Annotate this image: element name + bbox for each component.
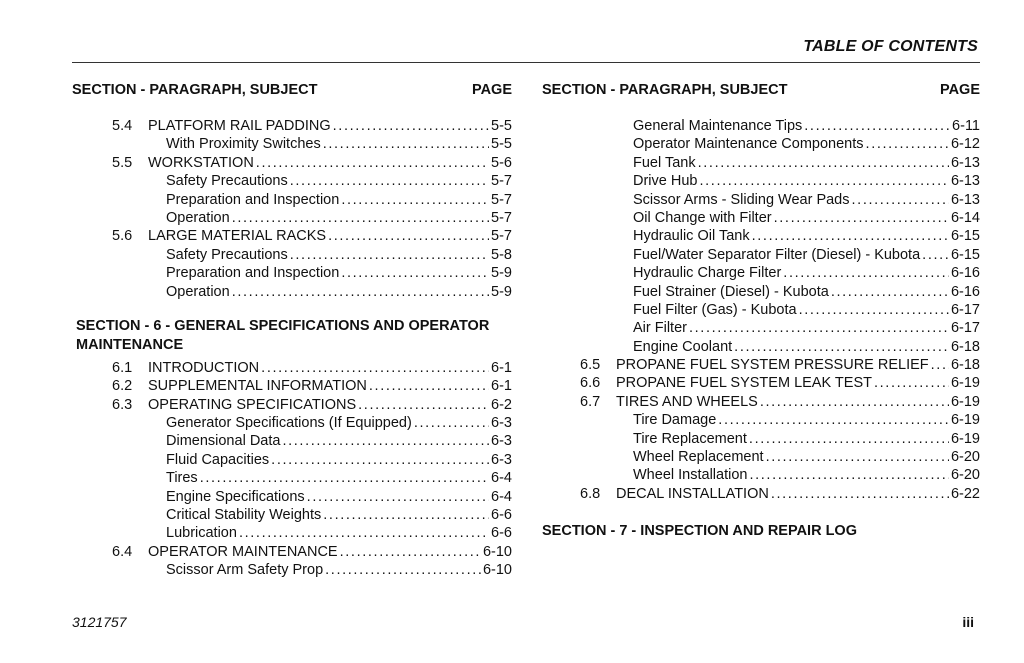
toc-entry[interactable] bbox=[542, 154, 980, 172]
toc-entry-number: 5.6 bbox=[112, 228, 133, 245]
toc-entry-title: Preparation and Inspection bbox=[166, 191, 340, 208]
toc-entry-title: Lubrication bbox=[166, 525, 237, 542]
dot-leader bbox=[325, 561, 481, 579]
toc-entry[interactable] bbox=[72, 506, 512, 524]
dot-leader bbox=[340, 543, 481, 561]
toc-entry-page: 6-18 bbox=[950, 357, 980, 374]
toc-entry-title: Operation bbox=[166, 209, 230, 226]
dot-leader bbox=[333, 117, 489, 135]
toc-entry-number: 6.8 bbox=[580, 485, 601, 502]
toc-entry-title: Wheel Installation bbox=[633, 467, 748, 484]
toc-entry-title: Air Filter bbox=[633, 320, 687, 337]
toc-entry-title: Wheel Replacement bbox=[633, 449, 764, 466]
toc-entry-title: Hydraulic Charge Filter bbox=[633, 265, 782, 282]
dot-leader bbox=[290, 172, 489, 190]
toc-entry[interactable] bbox=[542, 448, 980, 466]
toc-entry-page: 6-13 bbox=[950, 191, 980, 208]
toc-entry-number: 5.4 bbox=[112, 118, 133, 134]
toc-entry-page: 5-9 bbox=[491, 265, 512, 282]
toc-entry[interactable] bbox=[542, 135, 980, 153]
dot-leader bbox=[414, 414, 489, 432]
toc-entry-title: Dimensional Data bbox=[166, 433, 281, 450]
column-header bbox=[72, 82, 512, 102]
toc-entry-page: 6-19 bbox=[950, 412, 980, 429]
document-number: 3121757 bbox=[72, 614, 127, 630]
toc-entry-title: OPERATOR MAINTENANCE bbox=[148, 543, 338, 560]
toc-entry-title: DECAL INSTALLATION bbox=[616, 485, 769, 502]
column-header bbox=[542, 82, 980, 102]
toc-entry-title: PLATFORM RAIL PADDING bbox=[148, 118, 331, 134]
toc-entry-title: OPERATING SPECIFICATIONS bbox=[148, 396, 357, 413]
dot-leader bbox=[766, 448, 949, 466]
dot-leader bbox=[752, 227, 949, 245]
dot-leader bbox=[718, 411, 949, 429]
dot-leader bbox=[358, 396, 489, 414]
dot-leader bbox=[328, 227, 489, 245]
toc-entry-number: 6.3 bbox=[112, 396, 133, 413]
toc-entry[interactable] bbox=[72, 227, 512, 245]
toc-entry-page: 5-5 bbox=[491, 118, 512, 134]
toc-entry[interactable] bbox=[542, 485, 980, 503]
toc-entry-page: 6-6 bbox=[491, 507, 512, 524]
toc-entry-title: Hydraulic Oil Tank bbox=[633, 228, 750, 245]
toc-entry[interactable] bbox=[72, 432, 512, 450]
toc-entry-title: Critical Stability Weights bbox=[166, 507, 322, 524]
toc-entry-title: INTRODUCTION bbox=[148, 359, 260, 376]
toc-entry[interactable] bbox=[542, 191, 980, 209]
section-6-heading[interactable]: SECTION - 6 - GENERAL SPECIFICATIONS AND OPERATOR MAINTENANCE bbox=[76, 317, 490, 353]
toc-entry-page: 6-3 bbox=[491, 415, 512, 432]
dot-leader bbox=[760, 393, 949, 411]
toc-entry[interactable] bbox=[542, 283, 980, 301]
toc-entry[interactable] bbox=[542, 301, 980, 319]
toc-entry-page: 5-9 bbox=[491, 283, 512, 300]
toc-entry-page: 6-22 bbox=[950, 485, 980, 502]
dot-leader bbox=[261, 359, 489, 377]
dot-leader bbox=[922, 246, 949, 264]
toc-entry[interactable] bbox=[72, 246, 512, 264]
toc-entry-number: 6.7 bbox=[580, 393, 601, 410]
toc-entry[interactable] bbox=[72, 451, 512, 469]
toc-entry-title: Scissor Arms - Sliding Wear Pads bbox=[633, 191, 850, 208]
toc-list-section5 bbox=[72, 117, 512, 301]
column-heading-subject: SECTION - PARAGRAPH, SUBJECT bbox=[72, 82, 318, 98]
toc-entry-number: 6.6 bbox=[580, 375, 601, 392]
toc-entry-title: Engine Coolant bbox=[633, 338, 733, 355]
dot-leader bbox=[271, 451, 489, 469]
toc-entry-page: 6-10 bbox=[482, 562, 512, 579]
toc-entry-page: 6-15 bbox=[950, 228, 980, 245]
dot-leader bbox=[931, 356, 949, 374]
page-header-title: TABLE OF CONTENTS bbox=[803, 38, 978, 55]
dot-leader bbox=[323, 135, 489, 153]
toc-entry-page: 6-3 bbox=[491, 433, 512, 450]
toc-entry-page: 6-17 bbox=[950, 320, 980, 337]
toc-entry-page: 5-8 bbox=[491, 246, 512, 263]
dot-leader bbox=[783, 264, 949, 282]
toc-entry[interactable] bbox=[542, 246, 980, 264]
toc-entry-page: 5-7 bbox=[491, 228, 512, 245]
dot-leader bbox=[734, 338, 949, 356]
toc-entry-number: 6.4 bbox=[112, 543, 133, 560]
toc-entry[interactable] bbox=[542, 411, 980, 429]
toc-entry[interactable] bbox=[542, 374, 980, 392]
section-7-heading[interactable]: SECTION - 7 - INSPECTION AND REPAIR LOG bbox=[542, 523, 857, 540]
dot-leader bbox=[239, 524, 489, 542]
toc-entry-title: Fluid Capacities bbox=[166, 451, 270, 468]
toc-entry-page: 6-6 bbox=[491, 525, 512, 542]
toc-entry-page: 6-15 bbox=[950, 246, 980, 263]
dot-leader bbox=[874, 374, 949, 392]
toc-entry-page: 6-1 bbox=[491, 359, 512, 376]
dot-leader bbox=[290, 246, 489, 264]
toc-entry[interactable] bbox=[542, 338, 980, 356]
toc-entry-page: 6-2 bbox=[491, 396, 512, 413]
toc-entry-page: 6-10 bbox=[482, 543, 512, 560]
dot-leader bbox=[749, 430, 949, 448]
toc-entry-title: Fuel Strainer (Diesel) - Kubota bbox=[633, 283, 829, 300]
toc-entry[interactable] bbox=[72, 264, 512, 282]
toc-entry[interactable] bbox=[542, 393, 980, 411]
toc-entry-page: 6-4 bbox=[491, 488, 512, 505]
toc-entry[interactable] bbox=[72, 283, 512, 301]
toc-entry[interactable] bbox=[72, 209, 512, 227]
toc-entry-title: Fuel Tank bbox=[633, 154, 696, 171]
toc-entry[interactable] bbox=[542, 209, 980, 227]
toc-entry-number: 6.2 bbox=[112, 378, 133, 395]
dot-leader bbox=[771, 485, 949, 503]
header-divider bbox=[72, 62, 980, 63]
toc-entry-title: Safety Precautions bbox=[166, 246, 288, 263]
toc-entry-title: Operator Maintenance Components bbox=[633, 136, 864, 153]
toc-entry-page: 6-20 bbox=[950, 467, 980, 484]
toc-entry[interactable] bbox=[72, 117, 512, 135]
toc-entry-title: Scissor Arm Safety Prop bbox=[166, 562, 324, 579]
column-heading-page: PAGE bbox=[939, 82, 980, 98]
dot-leader bbox=[689, 319, 949, 337]
dot-leader bbox=[232, 209, 489, 227]
toc-entry-title: Engine Specifications bbox=[166, 488, 305, 505]
toc-entry-title: PROPANE FUEL SYSTEM PRESSURE RELIEF bbox=[616, 357, 929, 374]
toc-entry-title: Operation bbox=[166, 283, 230, 300]
dot-leader bbox=[698, 154, 949, 172]
toc-entry-title: Safety Precautions bbox=[166, 173, 288, 190]
toc-entry-page: 6-13 bbox=[950, 173, 980, 190]
dot-leader bbox=[256, 154, 489, 172]
toc-entry-page: 6-1 bbox=[491, 378, 512, 395]
toc-entry[interactable] bbox=[72, 377, 512, 395]
dot-leader bbox=[699, 172, 949, 190]
toc-entry-title: General Maintenance Tips bbox=[633, 118, 803, 134]
toc-entry[interactable] bbox=[72, 191, 512, 209]
toc-entry[interactable] bbox=[72, 469, 512, 487]
toc-entry-page: 5-7 bbox=[491, 191, 512, 208]
toc-entry-page: 6-17 bbox=[950, 301, 980, 318]
column-heading-page: PAGE bbox=[471, 82, 512, 98]
toc-entry-number: 6.5 bbox=[580, 357, 601, 374]
toc-entry-title: Oil Change with Filter bbox=[633, 209, 772, 226]
toc-entry-title: WORKSTATION bbox=[148, 154, 254, 171]
dot-leader bbox=[866, 135, 949, 153]
toc-entry-page: 6-16 bbox=[950, 283, 980, 300]
toc-entry-page: 6-13 bbox=[950, 154, 980, 171]
toc-entry-title: Preparation and Inspection bbox=[166, 265, 340, 282]
toc-entry-page: 6-4 bbox=[491, 470, 512, 487]
toc-entry-number: 5.5 bbox=[112, 154, 133, 171]
toc-entry-number: 6.1 bbox=[112, 359, 133, 376]
toc-entry-page: 5-7 bbox=[491, 173, 512, 190]
toc-column-left bbox=[72, 82, 512, 580]
toc-entry-page: 6-19 bbox=[950, 430, 980, 447]
toc-entry[interactable] bbox=[542, 117, 980, 135]
dot-leader bbox=[369, 377, 489, 395]
toc-entry[interactable] bbox=[72, 154, 512, 172]
toc-entry[interactable] bbox=[542, 227, 980, 245]
toc-entry-title: Fuel Filter (Gas) - Kubota bbox=[633, 301, 797, 318]
toc-entry[interactable] bbox=[72, 135, 512, 153]
toc-entry[interactable] bbox=[542, 172, 980, 190]
toc-column-right bbox=[542, 82, 980, 541]
toc-entry[interactable] bbox=[72, 488, 512, 506]
toc-entry-title: TIRES AND WHEELS bbox=[616, 393, 758, 410]
dot-leader bbox=[799, 301, 949, 319]
toc-entry[interactable] bbox=[72, 396, 512, 414]
toc-entry-title: SUPPLEMENTAL INFORMATION bbox=[148, 378, 367, 395]
dot-leader bbox=[804, 117, 950, 135]
dot-leader bbox=[323, 506, 489, 524]
toc-entry-page: 5-6 bbox=[491, 154, 512, 171]
dot-leader bbox=[232, 283, 489, 301]
toc-entry-page: 5-5 bbox=[491, 136, 512, 153]
toc-entry-title: Generator Specifications (If Equipped) bbox=[166, 415, 412, 432]
toc-entry-page: 6-19 bbox=[950, 393, 980, 410]
toc-list-section6-cont bbox=[542, 117, 980, 503]
toc-entry-page: 5-7 bbox=[491, 209, 512, 226]
dot-leader bbox=[852, 191, 949, 209]
dot-leader bbox=[341, 264, 489, 282]
toc-entry[interactable] bbox=[72, 172, 512, 190]
toc-entry-page: 6-16 bbox=[950, 265, 980, 282]
toc-entry-title: With Proximity Switches bbox=[166, 136, 321, 153]
toc-entry-page: 6-18 bbox=[950, 338, 980, 355]
toc-list-section6 bbox=[72, 359, 512, 580]
toc-entry-title: Tire Replacement bbox=[633, 430, 747, 447]
dot-leader bbox=[749, 466, 949, 484]
toc-entry-title: Fuel/Water Separator Filter (Diesel) - Kubota bbox=[633, 246, 921, 263]
toc-entry-page: 6-14 bbox=[950, 209, 980, 226]
column-heading-subject: SECTION - PARAGRAPH, SUBJECT bbox=[542, 82, 788, 98]
toc-entry[interactable] bbox=[542, 319, 980, 337]
toc-entry[interactable] bbox=[72, 561, 512, 579]
dot-leader bbox=[307, 488, 489, 506]
toc-entry[interactable] bbox=[542, 466, 980, 484]
toc-entry-page: 6-3 bbox=[491, 451, 512, 468]
toc-entry-page: 6-11 bbox=[952, 118, 980, 134]
toc-entry[interactable] bbox=[542, 264, 980, 282]
toc-entry-page: 6-12 bbox=[950, 136, 980, 153]
toc-entry-page: 6-20 bbox=[950, 449, 980, 466]
page-number: iii bbox=[962, 614, 974, 630]
toc-entry-title: Tire Damage bbox=[633, 412, 717, 429]
toc-entry-title: Drive Hub bbox=[633, 173, 698, 190]
toc-entry[interactable] bbox=[542, 356, 980, 374]
dot-leader bbox=[774, 209, 949, 227]
toc-entry[interactable] bbox=[72, 359, 512, 377]
toc-entry-title: LARGE MATERIAL RACKS bbox=[148, 228, 327, 245]
toc-entry-page: 6-19 bbox=[950, 375, 980, 392]
toc-entry[interactable] bbox=[72, 414, 512, 432]
toc-entry[interactable] bbox=[72, 524, 512, 542]
dot-leader bbox=[200, 469, 489, 487]
toc-entry[interactable] bbox=[72, 543, 512, 561]
dot-leader bbox=[831, 283, 949, 301]
toc-entry[interactable] bbox=[542, 430, 980, 448]
toc-entry-title: PROPANE FUEL SYSTEM LEAK TEST bbox=[616, 375, 872, 392]
dot-leader bbox=[282, 432, 489, 450]
toc-entry-title: Tires bbox=[166, 470, 198, 487]
dot-leader bbox=[341, 191, 489, 209]
